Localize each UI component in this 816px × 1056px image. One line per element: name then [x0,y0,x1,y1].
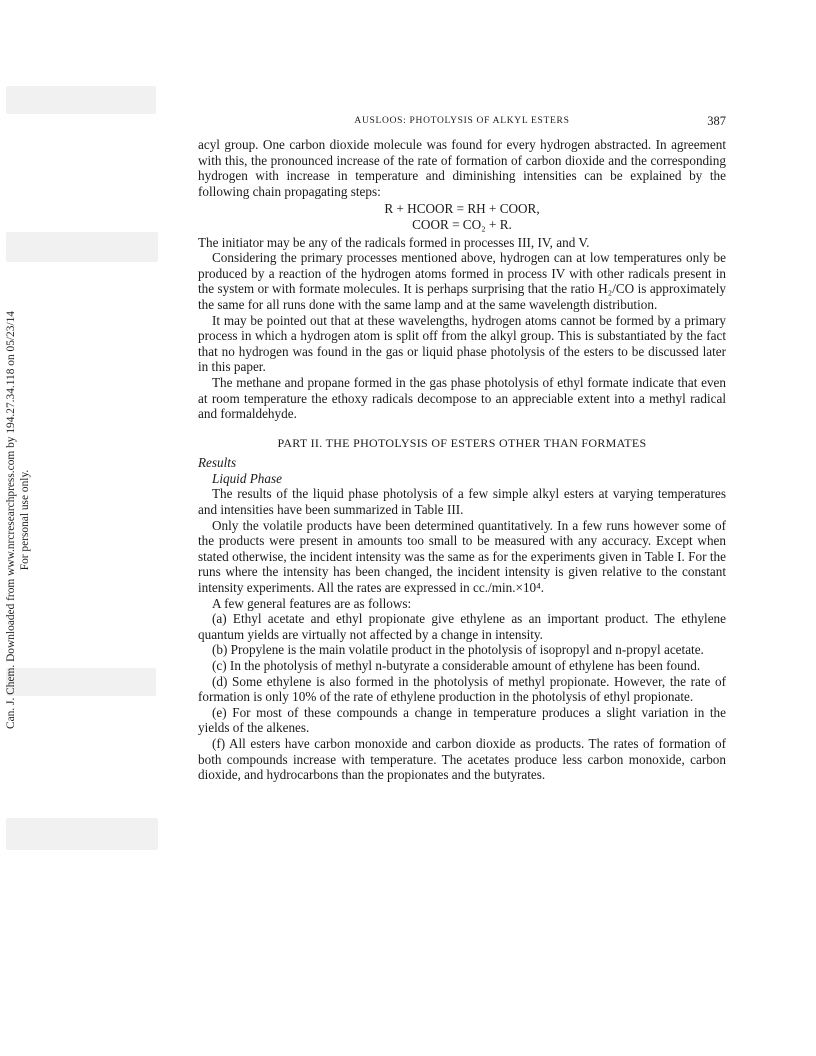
article-body [198,137,726,783]
list-item-f: (f) All esters have carbon monoxide and carbon dioxide as products. The rates of formation of both compounds increase with temperature. The acetates produce less carbon monoxide, carbon dioxide, and hydrocarbons than the propionates and the butyrates. [198,735,726,783]
paragraph-volatile-products: Only the volatile products have been determined quantitatively. In a few runs however some of the products were present in amounts too small to be measured with any accuracy. Except when stated otherwise, the incident intensity was the same as for the experiments given in Table I. For the runs where the intensity has been changed, the incident intensity is given relative to the constant intensity experiments. All the rates are expressed in cc./min.×10⁴. [198,517,726,596]
list-item-b: (b) Propylene is the main volatile product in the photolysis of isopropyl and n-propyl acetate. [212,642,704,658]
scan-smudge-middle [6,232,158,262]
equation-block [198,201,726,232]
scan-smudge-top [6,86,156,114]
paragraph-primary-processes: Considering the primary processes mentioned above, hydrogen can at low temperatures only be produced by a reaction of the hydrogen atoms formed in process IV with other radicals present in the system or with formate molecules. It is perhaps surprising that the ratio H₂/CO is approximately the same for all runs done with the same lamp and at the same wavelength distribution. [198,250,726,312]
section-heading-part-ii: PART II. THE PHOTOLYSIS OF ESTERS OTHER THAN FORMATES [277,435,647,450]
paragraph-wavelengths: It may be pointed out that at these wavelengths, hydrogen atoms cannot be formed by a primary process in which a hydrogen atom is split off from the alkyl group. This is substantiated by the fact that no hydrogen was found in the gas or liquid phase photolysis of the esters to be discussed later in this paper. [198,312,726,375]
page-header [198,113,726,129]
list-item-e: (e) For most of these compounds a change in temperature produces a slight variation in the yields of the alkenes. [198,704,726,736]
paragraph-methane-propane: The methane and propane formed in the gas phase photolysis of ethyl formate indicate that even at room temperature the ethoxy radicals decompose to an appreciable extent into a methyl radical and formaldehyde. [198,374,726,422]
paragraph-chain-steps: acyl group. One carbon dioxide molecule was found for every hydrogen abstracted. In agreement with this, the pronounced increase of the rate of formation of carbon dioxide and the corresponding hydrogen with increase in temperature and diminishing intensities can be explained by the following chain propagating steps: [198,137,726,199]
download-watermark-text [4,285,34,755]
list-item-a: (a) Ethyl acetate and ethyl propionate give ethylene as an important product. The ethylene quantum yields are virtually not affected by a change in intensity. [198,611,726,642]
list-item-c: (c) In the photolysis of methyl n-butyrate a considerable amount of ethylene has been found. [212,658,701,673]
list-item-d: (d) Some ethylene is also formed in the photolysis of methyl propionate. However, the rate of formation is only 10% of the rate of ethylene production in the photolysis of ethyl propionate. [198,673,726,705]
equation-2: COOR = CO₂ + R. [412,216,512,232]
watermark-line-usage: For personal use only. [19,469,31,571]
running-head: AUSLOOS: PHOTOLYSIS OF ALKYL ESTERS [354,116,570,126]
paragraph-initiator: The initiator may be any of the radicals formed in processes III, IV, and V. [198,234,590,250]
subheading-results: Results [198,455,237,471]
paragraph-table-iii: The results of the liquid phase photolysis of a few simple alkyl esters at varying temperatures and intensities have been summarized in Table III. [198,486,726,518]
scan-smudge-bottom [6,818,158,850]
subheading-liquid-phase: Liquid Phase [212,470,282,486]
paragraph-general-features: A few general features are as follows: [212,595,412,611]
equation-1: R + HCOOR = RH + COOR, [384,201,540,217]
page-number: 387 [707,114,726,128]
watermark-line-source: Can. J. Chem. Downloaded from www.nrcresearchpress.com by 194.27.34.118 on 05/23/14 [5,311,17,729]
download-watermark [4,285,34,755]
